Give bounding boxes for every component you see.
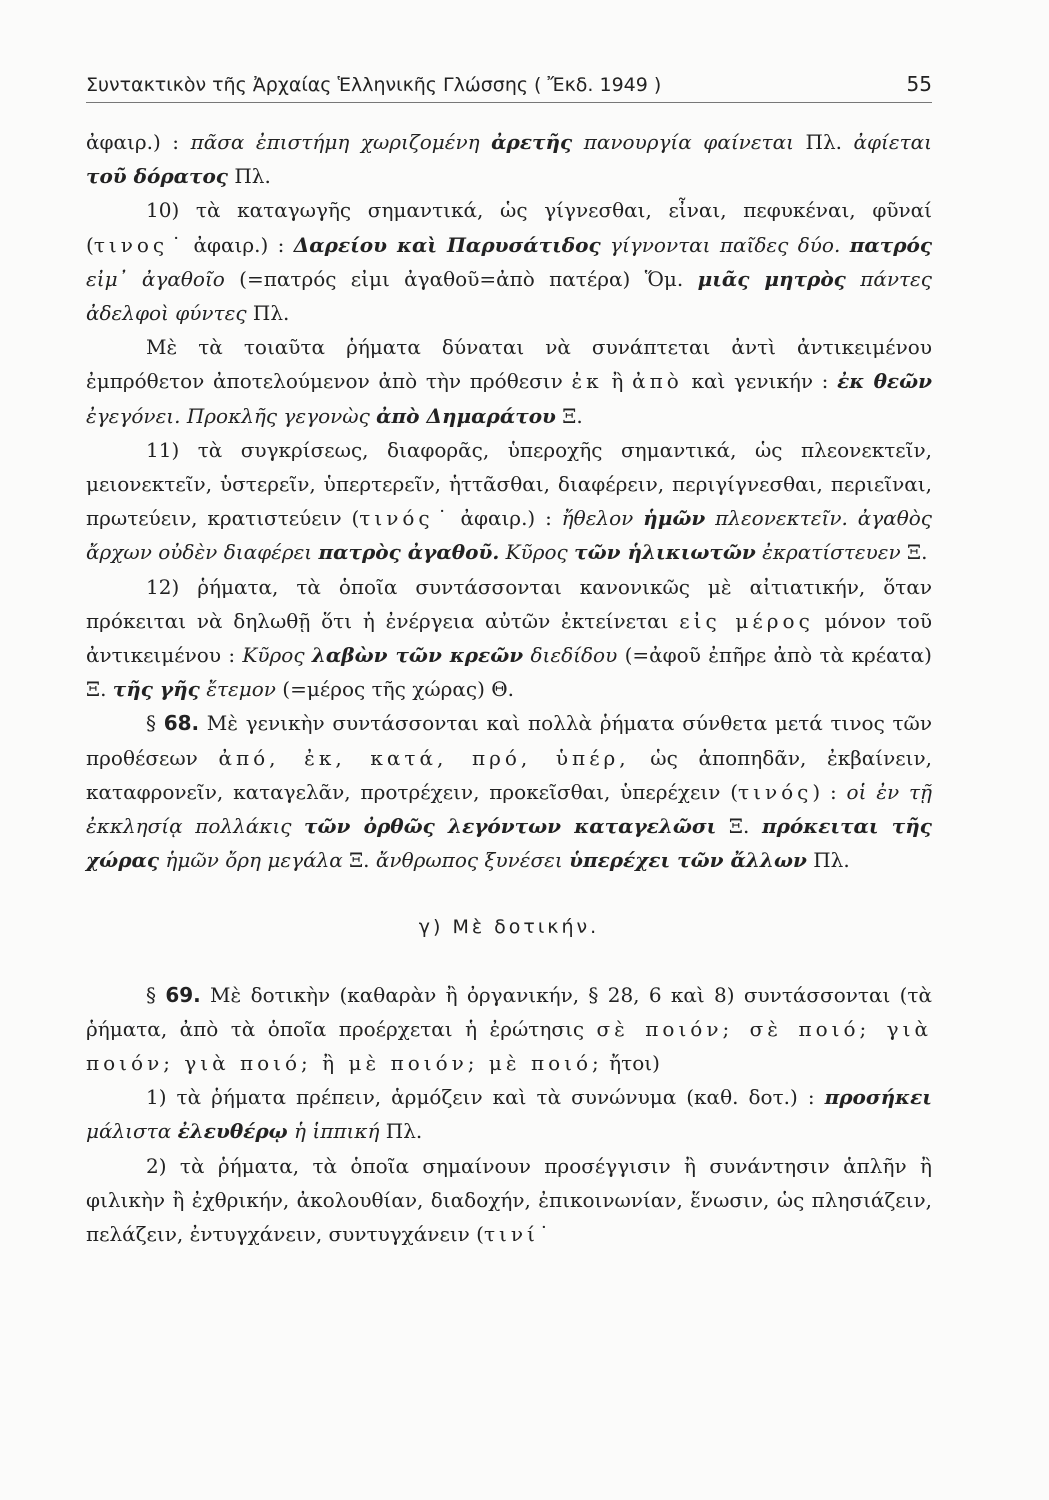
example-italic: ἤθελον [561, 506, 644, 531]
spaced-term: σὲ ποιόν; σὲ ποιό; γιὰ ποιόν; γιὰ ποιό; ἢ μὲ ποιόν; μὲ ποιό; [86, 1016, 932, 1076]
example-italic: πλεονεκτεῖν. ἀγαθὸς ἄρχων οὐδὲν διαφέρει [86, 506, 932, 565]
paragraph-item-2 [86, 1149, 932, 1252]
example-italic: οἱ ἐν τῇ ἐκκλησίᾳ πολλάκις [86, 779, 932, 839]
section-sign: § [146, 982, 166, 1007]
text-run: ἀφαιρ.) : [86, 130, 191, 154]
spaced-term: ἀπὸ [632, 369, 683, 394]
example-italic: πάντες ἀδελφοὶ φύντες [86, 266, 932, 326]
paragraph-4 [86, 433, 932, 570]
example-bold: Δαρείου καὶ Παρυσάτιδος [293, 232, 601, 257]
text-run: ˙ [538, 1222, 549, 1247]
text-run: καὶ γενικήν : [682, 369, 838, 394]
paragraph-3 [86, 330, 932, 433]
text-run: 12) ῥήματα, τὰ ὁποῖα συντάσσονται κανονικῶς μὲ αἰτιατικήν, ὅταν πρόκειται νὰ δηλωθῇ ὅτι ἡ ἐνέργεια αὐτῶν ἐκτείνεται [86, 574, 932, 633]
subheading: γ) Μὲ δοτικήν. [418, 916, 600, 939]
example-bold: πατρὸς ἀγαθοῦ. [318, 540, 500, 565]
example-bold: τῆς γῆς [112, 677, 200, 702]
example-italic: ἐγεγόνει. Προκλῆς γεγονὼς [86, 403, 377, 428]
example-italic: γίγνονται παῖδες δύο. [600, 232, 850, 257]
spaced-term: τινός [359, 506, 434, 531]
text-run: 11) τὰ συγκρίσεως, διαφορᾶς, ὑπεροχῆς σημαντικά, ὡς πλεονεκτεῖν, μειονεκτεῖν, ὑστερεῖν, ὑπερτερεῖν, ἡττᾶσθαι, διαφέρειν, περιγίγνεσθαι, περιεῖναι, πρωτεύειν, κρατιστεύειν ( [86, 437, 932, 531]
paragraph-1 [86, 125, 932, 193]
example-bold: τῶν ὀρθῶς λεγόντων καταγελῶσι [304, 814, 717, 839]
text-run: (=πατρός εἰμι ἀγαθοῦ=ἀπὸ πατέρα) Ὅμ. [224, 266, 698, 291]
text-run: ) : [812, 779, 847, 804]
page [86, 72, 932, 1251]
paragraph-section-69 [86, 978, 932, 1081]
source-ref: Πλ. [379, 1119, 423, 1144]
example-bold: ἐκ θεῶν [837, 369, 932, 394]
source-ref: Ξ. [900, 540, 928, 565]
example-bold: μιᾶς μητρὸς [697, 266, 846, 291]
example-italic: πᾶσα ἐπιστήμη χωριζομένη [190, 130, 492, 154]
example-bold: πρόκειται τῆς χώρας [86, 814, 932, 873]
text-run: (=μέρος τῆς χώρας) Θ. [275, 677, 514, 702]
spaced-term: τινος [93, 232, 169, 257]
text-run: Μὲ γενικὴν συντάσσονται καὶ πολλὰ ῥήματα σύνθετα μετά τινος τῶν προθέσεων [86, 711, 933, 770]
spaced-term: εἰς μέρος [679, 608, 814, 633]
section-number: 68. [163, 711, 200, 736]
example-bold: προσήκει [824, 1085, 932, 1110]
section-sign: § [146, 711, 164, 736]
paragraph-section-68 [86, 706, 932, 877]
source-ref: Ξ. [555, 403, 583, 428]
example-italic: ἡμῶν ὄρη μεγάλα [159, 848, 343, 873]
spaced-term: ἀπό, ἐκ, κατά, πρό, ὑπέρ, [218, 745, 630, 770]
running-title: Συντακτικὸν τῆς Ἀρχαίας Ἑλληνικῆς Γλώσσης ( Ἔκδ. 1949 ) [86, 74, 662, 96]
source-ref: Ξ. [342, 848, 376, 873]
example-bold: τῶν ἡλικιωτῶν [574, 540, 756, 565]
text-run: 1) τὰ ῥήματα πρέπειν, ἁρμόζειν καὶ τὰ συνώνυμα (καθ. δοτ.) : [146, 1085, 825, 1110]
example-italic: ἡ ἱππική [287, 1119, 380, 1144]
paragraph-item-1 [86, 1080, 932, 1148]
text-run: ˙ ἀφαιρ.) : [433, 506, 562, 531]
example-bold: λαβὼν τῶν κρεῶν [311, 643, 524, 668]
source-ref: Πλ. [806, 848, 850, 873]
text-run: ἢ [602, 369, 633, 394]
text-run: ˙ ἀφαιρ.) : [168, 232, 294, 257]
page-number: 55 [906, 72, 932, 96]
example-bold: ἡμῶν [643, 506, 706, 531]
example-italic: διεδίδου [523, 643, 618, 668]
spaced-term: τινός [738, 779, 813, 804]
running-header [86, 72, 932, 103]
text-run: 2) τὰ ῥήματα, τὰ ὁποῖα σημαίνουν προσέγγισιν ἢ συνάντησιν ἁπλῆν ἢ φιλικὴν ἢ ἐχθρικήν, ἀκολουθίαν, διαδοχήν, ἐπικοινωνίαν, ἕνωσιν, ὡς πλησιάζειν, πελάζειν, ἐντυγχάνειν, συντυγχάνειν ( [86, 1153, 932, 1247]
example-italic: πανουργία φαίνεται [572, 130, 806, 154]
text-run: (=ἀφοῦ ἐπῆρε ἀπὸ τὰ κρέατα) Ξ. [86, 643, 932, 702]
paragraph-5 [86, 570, 932, 707]
example-bold: ὑπερέχει τῶν ἄλλων [569, 848, 807, 873]
text-run: Μὲ τὰ τοιαῦτα ῥήματα δύναται νὰ συνάπτεται ἀντὶ ἀντικειμένου ἐμπρόθετον ἀποτελούμενον ἀπὸ τὴν πρόθεσιν [86, 335, 932, 394]
example-italic: Κῦρος [242, 643, 312, 668]
example-bold: ἀπὸ Δημαράτου [376, 403, 556, 428]
source-ref: Πλ. [805, 130, 854, 154]
example-italic: ἔτεμον [199, 677, 276, 702]
example-italic: ἐκρατίστευεν [755, 540, 901, 565]
text-run: Μὲ δοτικὴν (καθαρὰν ἢ ὀργανικήν, § 28, 6 καὶ 8) συντάσσονται (τὰ ῥήματα, ἀπὸ τὰ ὁποῖα προέρχεται ἡ ἐρώτησις [86, 982, 932, 1041]
spaced-term: τινί [483, 1222, 539, 1247]
example-bold: ἀρετῆς [491, 130, 573, 154]
text-run: ὡς ἀποπηδᾶν, ἐκβαίνειν, καταφρονεῖν, καταγελᾶν, προτρέχειν, προκεῖσθαι, ὑπερέχειν ( [86, 745, 932, 804]
example-italic: ἄνθρωπος ξυνέσει [375, 848, 570, 873]
source-ref: Πλ. [246, 301, 290, 326]
source-ref: Ξ. [716, 814, 762, 839]
body-text [86, 125, 932, 1251]
text-run: 10) τὰ καταγωγῆς σημαντικά, ὡς γίγνεσθαι, εἶναι, πεφυκέναι, φῦναί ( [86, 198, 932, 257]
example-italic: Κῦρος [499, 540, 575, 565]
text-run: μόνον τοῦ ἀντικειμένου : [86, 608, 933, 668]
example-bold: τοῦ δόρατος [86, 164, 228, 189]
example-bold: πατρός [849, 232, 933, 257]
example-italic: μάλιστα [86, 1119, 178, 1144]
section-number: 69. [165, 982, 201, 1007]
example-italic: εἰμ᾽ ἀγαθοῖο [86, 266, 225, 291]
source-ref: Πλ. [227, 164, 271, 189]
paragraph-2 [86, 193, 932, 330]
spaced-term: ἐκ [571, 369, 603, 394]
example-bold: ἐλευθέρῳ [177, 1119, 288, 1144]
example-italic: ἀφίεται [853, 130, 933, 154]
text-run: ἤτοι) [602, 1051, 660, 1076]
